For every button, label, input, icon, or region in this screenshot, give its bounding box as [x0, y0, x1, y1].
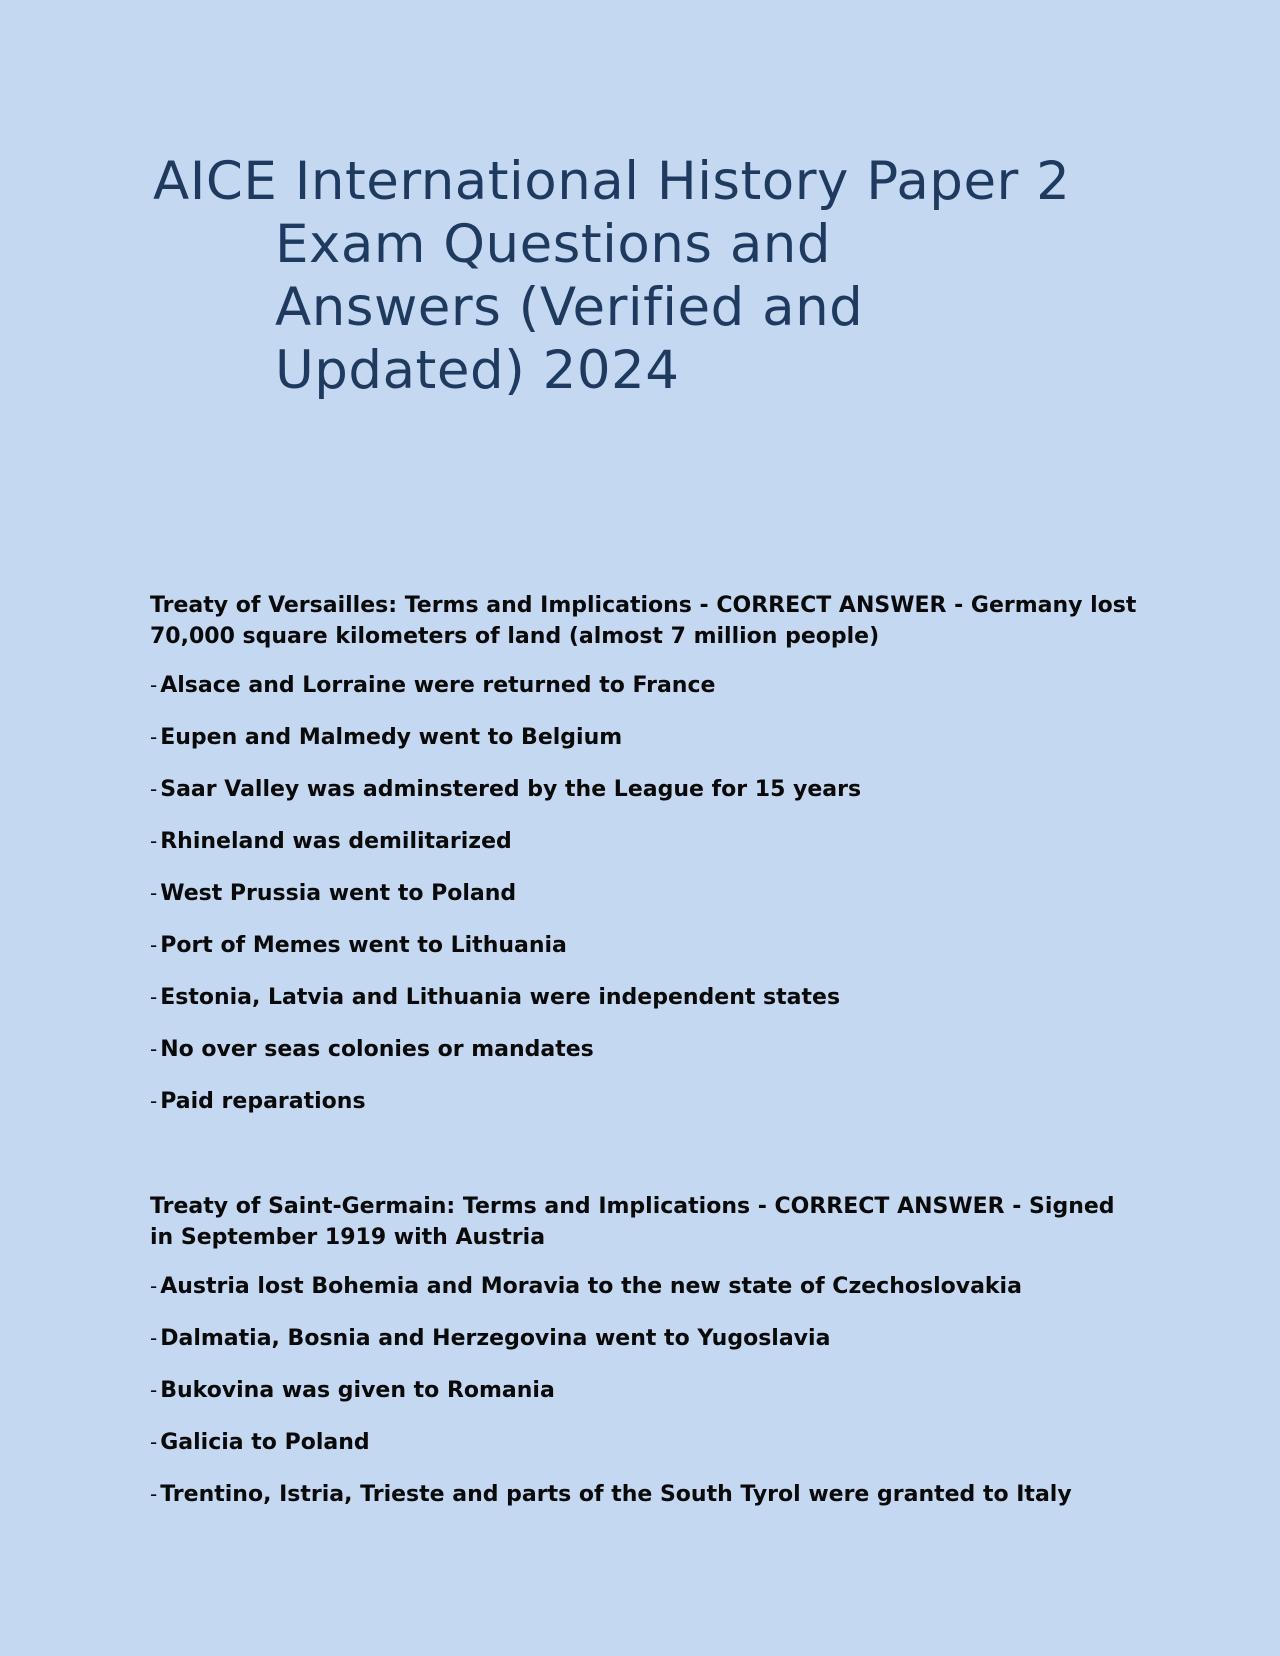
bullet-dash: - — [150, 1326, 158, 1350]
list-item-text: Paid reparations — [160, 1089, 366, 1114]
list-item-text: Trentino, Istria, Trieste and parts of the South Tyrol were granted to Italy — [160, 1482, 1072, 1507]
bullet-dash: - — [150, 1274, 158, 1298]
question-versailles: Treaty of Versailles: Terms and Implications - CORRECT ANSWER - Germany lost 70,000 square kilometers of land (almost 7 million people) — [150, 593, 1137, 649]
bullet-dash: - — [150, 1482, 158, 1506]
bullet-dash: - — [150, 933, 158, 957]
list-item-text: West Prussia went to Poland — [160, 881, 517, 906]
list-item-text: Port of Memes went to Lithuania — [160, 933, 567, 958]
list-item-text: Eupen and Malmedy went to Belgium — [160, 725, 623, 750]
bullet-dash: - — [150, 1378, 158, 1402]
bullet-dash: - — [150, 881, 158, 905]
list-item-text: Alsace and Lorraine were returned to France — [160, 673, 716, 698]
title-line-4: Updated) 2024 — [275, 340, 680, 401]
bullet-dash: - — [150, 725, 158, 749]
list-item — [150, 982, 1140, 1013]
bullet-dash: - — [150, 829, 158, 853]
title-line-2: Exam Questions and — [275, 214, 832, 275]
bullet-dash: - — [150, 777, 158, 801]
list-item — [150, 1375, 1140, 1406]
list-item — [150, 1086, 1140, 1117]
list-item-text: Galicia to Poland — [160, 1430, 370, 1455]
qa-section-saint-germain — [150, 1191, 1140, 1531]
bullet-dash: - — [150, 1089, 158, 1113]
list-item — [150, 930, 1140, 961]
list-item — [150, 774, 1140, 805]
list-item — [150, 1479, 1140, 1510]
title-line-1: AICE International History Paper 2 — [153, 151, 1071, 212]
list-item-text: Bukovina was given to Romania — [160, 1378, 555, 1403]
list-item — [150, 1271, 1140, 1302]
list-item-text: Rhineland was demilitarized — [160, 829, 512, 854]
document-title — [153, 150, 1153, 402]
list-item-text: Estonia, Latvia and Lithuania were independent states — [160, 985, 841, 1010]
list-item — [150, 722, 1140, 753]
list-item-text: Saar Valley was adminstered by the League for 15 years — [160, 777, 862, 802]
list-item — [150, 878, 1140, 909]
bullet-dash: - — [150, 673, 158, 697]
list-item-text: No over seas colonies or mandates — [160, 1037, 594, 1062]
bullet-dash: - — [150, 985, 158, 1009]
list-item-text: Austria lost Bohemia and Moravia to the new state of Czechoslovakia — [160, 1274, 1022, 1299]
list-item — [150, 826, 1140, 857]
qa-section-versailles — [150, 590, 1140, 1138]
list-item — [150, 1323, 1140, 1354]
bullet-dash: - — [150, 1037, 158, 1061]
question-saint-germain: Treaty of Saint-Germain: Terms and Implications - CORRECT ANSWER - Signed in September 1919 with Austria — [150, 1194, 1115, 1250]
bullet-dash: - — [150, 1430, 158, 1454]
list-item — [150, 1034, 1140, 1065]
title-line-3: Answers (Verified and — [275, 277, 864, 338]
list-item — [150, 1427, 1140, 1458]
list-item-text: Dalmatia, Bosnia and Herzegovina went to Yugoslavia — [160, 1326, 831, 1351]
list-item — [150, 670, 1140, 701]
